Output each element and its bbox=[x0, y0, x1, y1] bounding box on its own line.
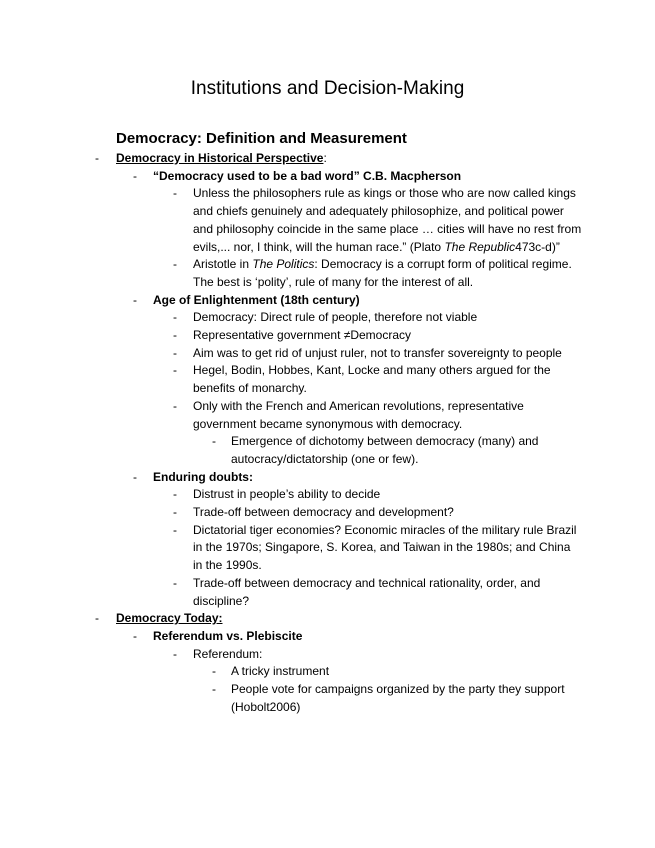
outline-item-text bbox=[153, 292, 573, 310]
bullet-marker: - bbox=[95, 611, 99, 626]
outline-item-level-0 bbox=[0, 610, 655, 628]
outline-item-main-text: A tricky instrument bbox=[231, 664, 330, 679]
outline-item-text bbox=[193, 309, 583, 327]
bullet-marker: - bbox=[173, 487, 177, 502]
bullet-marker: - bbox=[173, 310, 177, 325]
outline-item-level-1 bbox=[0, 628, 655, 646]
outline-item-level-2 bbox=[0, 327, 655, 345]
outline-item-level-2 bbox=[0, 309, 655, 327]
bullet-marker: - bbox=[173, 505, 177, 520]
outline-item-level-2 bbox=[0, 362, 655, 397]
outline-item-level-1 bbox=[0, 292, 655, 310]
bullet-marker: - bbox=[173, 522, 177, 537]
outline-item-level-1 bbox=[0, 469, 655, 487]
outline-item-main-text: Enduring doubts: bbox=[153, 469, 253, 484]
outline-item-main-text: Emergence of dichotomy between democracy (many) and autocracy/dictatorship (one or few). bbox=[231, 434, 539, 466]
document-title: Institutions and Decision-Making bbox=[190, 78, 465, 99]
outline-item-main-text: Age of Enlightenment (18th century) bbox=[153, 292, 360, 307]
outline-item-text bbox=[193, 327, 583, 345]
outline-item-level-2 bbox=[0, 575, 655, 610]
bullet-marker: - bbox=[212, 664, 216, 679]
outline-item-main-text: Aim was to get rid of unjust ruler, not to transfer sovereignty to people bbox=[193, 345, 562, 360]
outline-item-text bbox=[193, 646, 583, 664]
outline-item-text bbox=[193, 185, 583, 256]
section-heading: Democracy: Definition and Measurement bbox=[116, 130, 407, 147]
bullet-marker: - bbox=[173, 257, 177, 272]
bullet-marker: - bbox=[133, 628, 137, 643]
outline-item-text bbox=[193, 362, 583, 397]
outline-item-suffix-text: : Democracy is a corrupt form of political regime. The best is ‘polity’, rule of many for the interest of all. bbox=[193, 257, 572, 289]
outline-item-level-2 bbox=[0, 522, 655, 575]
outline-item-text bbox=[116, 150, 576, 168]
outline-item-text bbox=[153, 628, 573, 646]
outline-item-suffix-text: : bbox=[323, 151, 327, 165]
outline-item-main-text: Referendum: bbox=[193, 646, 263, 661]
outline-list bbox=[0, 150, 655, 717]
outline-item-italic-title: The Politics bbox=[252, 257, 315, 272]
bullet-marker: - bbox=[173, 363, 177, 378]
outline-item-level-0 bbox=[0, 150, 655, 168]
outline-item-level-2 bbox=[0, 504, 655, 522]
outline-item-level-2 bbox=[0, 185, 655, 256]
outline-item-main-text: Trade-off between democracy and technical rationality, order, and discipline? bbox=[193, 575, 541, 608]
outline-item-level-2 bbox=[0, 398, 655, 433]
bullet-marker: - bbox=[173, 345, 177, 360]
outline-item-level-1 bbox=[0, 168, 655, 186]
outline-item-main-text: Dictatorial tiger economies? Economic miracles of the military rule Brazil in the 1970s; Singapore, S. Korea, and Taiwan in the 1980s; and China in the 1990s. bbox=[193, 522, 577, 573]
outline-item-main-text: Referendum vs. Plebiscite bbox=[153, 628, 303, 643]
outline-item-suffix-text: 473c-d)” bbox=[515, 239, 560, 254]
bullet-marker: - bbox=[212, 434, 216, 449]
outline-item-main-text: Hegel, Bodin, Hobbes, Kant, Locke and many others argued for the benefits of monarchy. bbox=[193, 363, 551, 396]
outline-item-main-text: Trade-off between democracy and development? bbox=[193, 505, 454, 520]
outline-item-text bbox=[193, 575, 583, 610]
bullet-marker: - bbox=[133, 469, 137, 484]
outline-item-main-text: Distrust in people’s ability to decide bbox=[193, 487, 381, 502]
outline-item-text bbox=[231, 663, 576, 681]
outline-item-level-3 bbox=[0, 681, 655, 716]
outline-item-text bbox=[193, 504, 583, 522]
outline-item-text bbox=[193, 522, 583, 575]
outline-item-level-2 bbox=[0, 646, 655, 664]
outline-item-text bbox=[193, 398, 583, 433]
outline-item-main-text: Unless the philosophers rule as kings or those who are now called kings and chiefs genuinely and adequately philosophize, and political power and philosophy coincide in the same place … cities will have no rest from evils,... nor, I think, will the human race.” (Plato bbox=[193, 186, 582, 254]
outline-item-main-text: Democracy in Historical Perspective bbox=[116, 151, 324, 165]
outline-item-text bbox=[231, 681, 576, 716]
outline-item-italic-title: The Republic bbox=[444, 239, 516, 254]
outline-item-text bbox=[116, 610, 576, 628]
outline-item-level-3 bbox=[0, 433, 655, 468]
outline-item-main-text: “Democracy used to be a bad word” C.B. Macpherson bbox=[153, 168, 462, 183]
outline-item-main-text: Democracy Today: bbox=[116, 611, 223, 626]
outline-item-level-2 bbox=[0, 345, 655, 363]
outline-item-main-text: Representative government ≠Democracy bbox=[193, 328, 412, 343]
outline-item-main-text: People vote for campaigns organized by the party they support (Hobolt2006) bbox=[231, 682, 565, 714]
outline-item-main-text: Democracy: Direct rule of people, therefore not viable bbox=[193, 310, 478, 325]
bullet-marker: - bbox=[173, 398, 177, 413]
bullet-marker: - bbox=[173, 186, 177, 201]
bullet-marker: - bbox=[95, 151, 99, 165]
outline-item-text bbox=[193, 345, 583, 363]
outline-item-level-2 bbox=[0, 486, 655, 504]
bullet-marker: - bbox=[133, 292, 137, 307]
bullet-marker: - bbox=[212, 682, 216, 697]
outline-item-main-text: Only with the French and American revolutions, representative government became synonymous with democracy. bbox=[193, 398, 524, 431]
bullet-marker: - bbox=[173, 328, 177, 343]
outline-item-text bbox=[193, 256, 583, 291]
outline-item-text bbox=[193, 486, 583, 504]
outline-item-text bbox=[153, 168, 573, 186]
bullet-marker: - bbox=[173, 575, 177, 590]
outline-item-text bbox=[231, 433, 576, 468]
outline-item-main-text: Aristotle in bbox=[193, 257, 253, 272]
outline-item-level-2 bbox=[0, 256, 655, 291]
outline-item-level-3 bbox=[0, 663, 655, 681]
bullet-marker: - bbox=[133, 168, 137, 183]
bullet-marker: - bbox=[173, 646, 177, 661]
outline-item-text bbox=[153, 469, 573, 487]
